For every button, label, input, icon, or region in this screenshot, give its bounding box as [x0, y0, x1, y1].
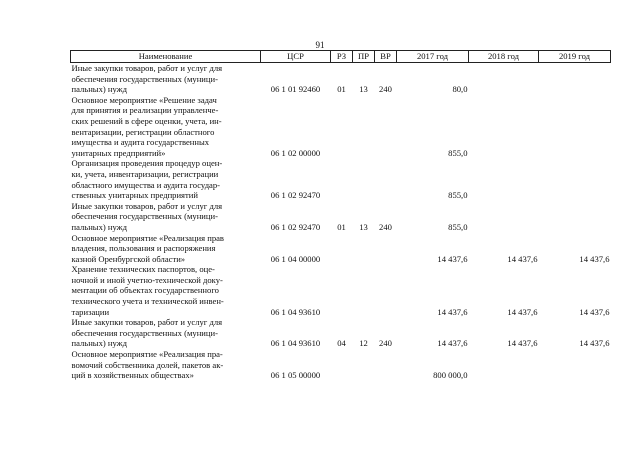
- cell-2019: 14 437,6: [579, 306, 610, 317]
- cell-rz: [331, 233, 353, 265]
- cell-2017: 855,0: [448, 190, 468, 201]
- header-csr: ЦСР: [261, 51, 331, 63]
- cell-2019: [539, 95, 611, 159]
- header-2018: 2018 год: [469, 51, 539, 63]
- cell-name: Иные закупки товаров, работ и услуг для обеспечения государственных (муници- пальных) нужд: [71, 63, 223, 95]
- cell-2019: [539, 349, 611, 381]
- cell-rz: 01: [337, 84, 346, 95]
- cell-2017: 855,0: [448, 221, 468, 232]
- cell-2019: 14 437,6: [579, 338, 610, 349]
- cell-2019: 14 437,6: [579, 253, 610, 264]
- cell-name: Иные закупки товаров, работ и услуг для обеспечения государственных (муници- пальных) нужд: [71, 200, 223, 232]
- cell-2019: [539, 158, 611, 200]
- cell-vr: [375, 349, 397, 381]
- cell-csr: 06 1 02 92470: [270, 221, 321, 232]
- table-row: [71, 95, 611, 159]
- cell-pr: [353, 233, 375, 265]
- cell-name: Основное мероприятие «Реализация пра- вомочий собственника долей, пакетов ак- ций в хозяйственных обществах»: [71, 349, 224, 381]
- cell-vr: 240: [379, 338, 392, 349]
- cell-pr: 12: [359, 338, 368, 349]
- cell-csr: 06 1 02 00000: [270, 147, 321, 158]
- cell-pr: [353, 264, 375, 317]
- cell-csr: 06 1 01 92460: [270, 84, 321, 95]
- cell-2019: [539, 63, 611, 95]
- page-number: 91: [315, 40, 325, 50]
- cell-2017: 80,0: [452, 84, 468, 95]
- cell-2017: 800 000,0: [433, 370, 468, 381]
- cell-2019: [539, 201, 611, 233]
- header-vr: ВР: [375, 51, 397, 63]
- cell-2018: [469, 95, 539, 159]
- cell-vr: [375, 264, 397, 317]
- cell-name: Иные закупки товаров, работ и услуг для обеспечения государственных (муници- пальных) нужд: [71, 317, 223, 349]
- table-row: [71, 63, 611, 95]
- table-header-row: [71, 51, 611, 63]
- cell-2017: 14 437,6: [437, 253, 468, 264]
- budget-table: [70, 50, 611, 381]
- header-name: Наименование: [71, 51, 261, 63]
- header-2019: 2019 год: [539, 51, 611, 63]
- cell-csr: 06 1 02 92470: [270, 190, 321, 201]
- cell-rz: 01: [337, 221, 346, 232]
- cell-name: Организация проведения процедур оцен- ки, учета, инвентаризации, регистрации областного имущества и аудита государ- ственных унитарных предприятий: [71, 158, 223, 201]
- cell-csr: 06 1 05 00000: [270, 370, 321, 381]
- cell-2018: 14 437,6: [507, 338, 538, 349]
- cell-pr: 13: [359, 221, 368, 232]
- cell-rz: [331, 158, 353, 200]
- cell-vr: [375, 95, 397, 159]
- cell-vr: 240: [379, 84, 392, 95]
- table-row: [71, 233, 611, 265]
- cell-2017: 855,0: [448, 147, 468, 158]
- table-row: [71, 201, 611, 233]
- cell-2018: [469, 349, 539, 381]
- cell-vr: [375, 233, 397, 265]
- cell-2018: [469, 158, 539, 200]
- cell-vr: 240: [379, 221, 392, 232]
- cell-pr: [353, 349, 375, 381]
- cell-rz: [331, 264, 353, 317]
- cell-csr: 06 1 04 00000: [270, 253, 321, 264]
- cell-vr: [375, 158, 397, 200]
- cell-rz: [331, 95, 353, 159]
- header-pr: ПР: [353, 51, 375, 63]
- cell-2018: [469, 63, 539, 95]
- table-row: [71, 317, 611, 349]
- cell-2018: 14 437,6: [507, 253, 538, 264]
- cell-2018: 14 437,6: [507, 306, 538, 317]
- cell-2018: [469, 201, 539, 233]
- cell-csr: 06 1 04 93610: [270, 338, 321, 349]
- table-row: [71, 349, 611, 381]
- cell-2017: 14 437,6: [437, 338, 468, 349]
- header-rz: РЗ: [331, 51, 353, 63]
- cell-2017: 14 437,6: [437, 306, 468, 317]
- cell-rz: 04: [337, 338, 346, 349]
- cell-pr: 13: [359, 84, 368, 95]
- table-body: [71, 63, 611, 381]
- cell-csr: 06 1 04 93610: [270, 306, 321, 317]
- cell-name: Хранение технических паспортов, оце- ночной и иной учетно-технической доку- ментации об объектах государственного технического учета и технической инвен- таризации: [71, 264, 224, 317]
- cell-pr: [353, 95, 375, 159]
- header-2017: 2017 год: [397, 51, 469, 63]
- cell-name: Основное мероприятие «Реализация прав владения, пользования и распоряжения казной Оренбургской области»: [71, 232, 224, 264]
- cell-name: Основное мероприятие «Решение задач для принятия и реализации управленче- ских решений в сфере оценки, учета, ин- вентаризации, регистрации областного имущества и аудита государственных унитарных предприятий»: [71, 94, 222, 158]
- table-row: [71, 158, 611, 200]
- cell-pr: [353, 158, 375, 200]
- table-row: [71, 264, 611, 317]
- cell-rz: [331, 349, 353, 381]
